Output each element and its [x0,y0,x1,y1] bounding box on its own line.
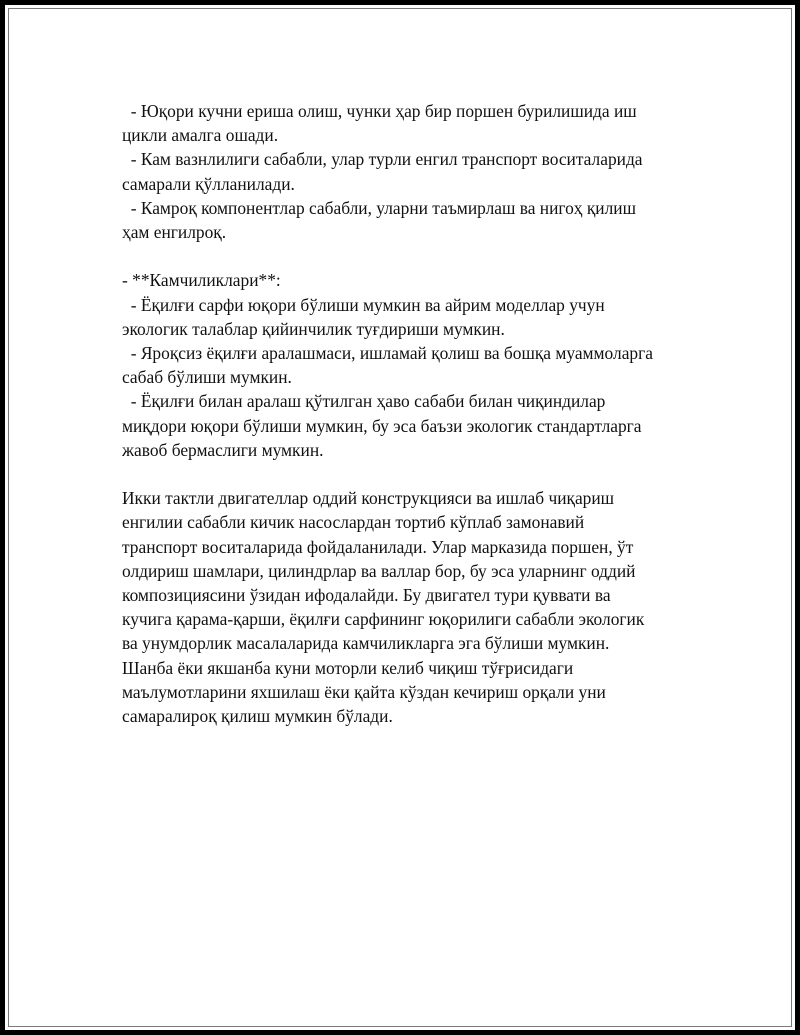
summary-paragraph [122,486,702,728]
summary-line-3: транспорт воситаларида фойдаланилади. Улар марказида поршен, ўт [122,536,634,557]
advantage-item-3 [122,196,702,244]
summary-line-2: енгилии сабабли кичик насослардан тортиб кўплаб замонавий [122,512,585,533]
disadvantage-item-3-line-1: - Ёқилғи билан аралаш қўтилган ҳаво сабаби билан чиқиндилар [122,391,606,412]
blank-line [122,244,702,268]
advantage-item-3-line-1: - Камроқ компонентлар сабабли, уларни таъмирлаш ва нигоҳ қилиш [122,197,636,218]
document-text [122,99,702,728]
summary-line-9: маълумотларини яхшилаш ёки қайта кўздан кечириш орқали уни [122,681,606,702]
summary-line-10: самаралироқ қилиш мумкин бўлади. [122,706,393,727]
summary-line-6: кучига қарама-қарши, ёқилғи сарфининг юқорилиги сабабли экологик [122,609,645,630]
advantage-item-2-line-1: - Кам вазнлилиги сабабли, улар турли енгил транспорт воситаларида [122,149,643,170]
advantage-item-2 [122,147,702,195]
advantage-item-3-line-2: ҳам енгилроқ. [122,222,227,243]
disadvantage-item-3 [122,389,702,462]
disadvantage-item-1 [122,293,702,341]
advantage-item-1-line-1: - Юқори кучни ериша олиш, чунки ҳар бир поршен бурилишида иш [122,101,637,121]
disadvantage-item-3-line-3: жавоб бермаслиги мумкин. [122,439,324,460]
advantage-item-2-line-2: самарали қўлланилади. [122,173,295,194]
disadvantage-item-2-line-2: сабаб бўлиши мумкин. [122,367,292,388]
summary-line-1: Икки тактли двигателлар оддий конструкцияси ва ишлаб чиқариш [122,488,615,509]
advantage-item-1-line-2: цикли амалга ошади. [122,125,279,146]
summary-line-8: Шанба ёки якшанба куни моторли келиб чиқиш тўғрисидаги [122,657,574,678]
disadvantage-item-2 [122,341,702,389]
blank-line [122,462,702,486]
summary-line-5: композициясини ўзидан ифодалайди. Бу двигател тури қуввати ва [122,585,611,606]
disadvantage-item-3-line-2: миқдори юқори бўлиши мумкин, бу эса баъзи экологик стандартларга [122,415,642,436]
disadvantages-section [122,268,702,462]
disadvantage-item-2-line-1: - Яроқсиз ёқилғи аралашмаси, ишламай қолиш ва бошқа муаммоларга [122,343,653,364]
disadvantage-item-1-line-2: экологик талаблар қийинчилик туғдириши мумкин. [122,318,505,339]
advantages-list [122,99,702,244]
summary-line-4: олдириш шамлари, цилиндрлар ва валлар бор, бу эса уларнинг оддий [122,560,636,581]
summary-line-7: ва унумдорлик масалаларида камчиликларга эга бўлиши мумкин. [122,633,610,654]
advantage-item-1 [122,99,702,147]
disadvantage-item-1-line-1: - Ёқилғи сарфи юқори бўлиши мумкин ва айрим моделлар учун [122,294,605,315]
disadvantages-heading: - **Камчиликлари**: [122,270,281,291]
